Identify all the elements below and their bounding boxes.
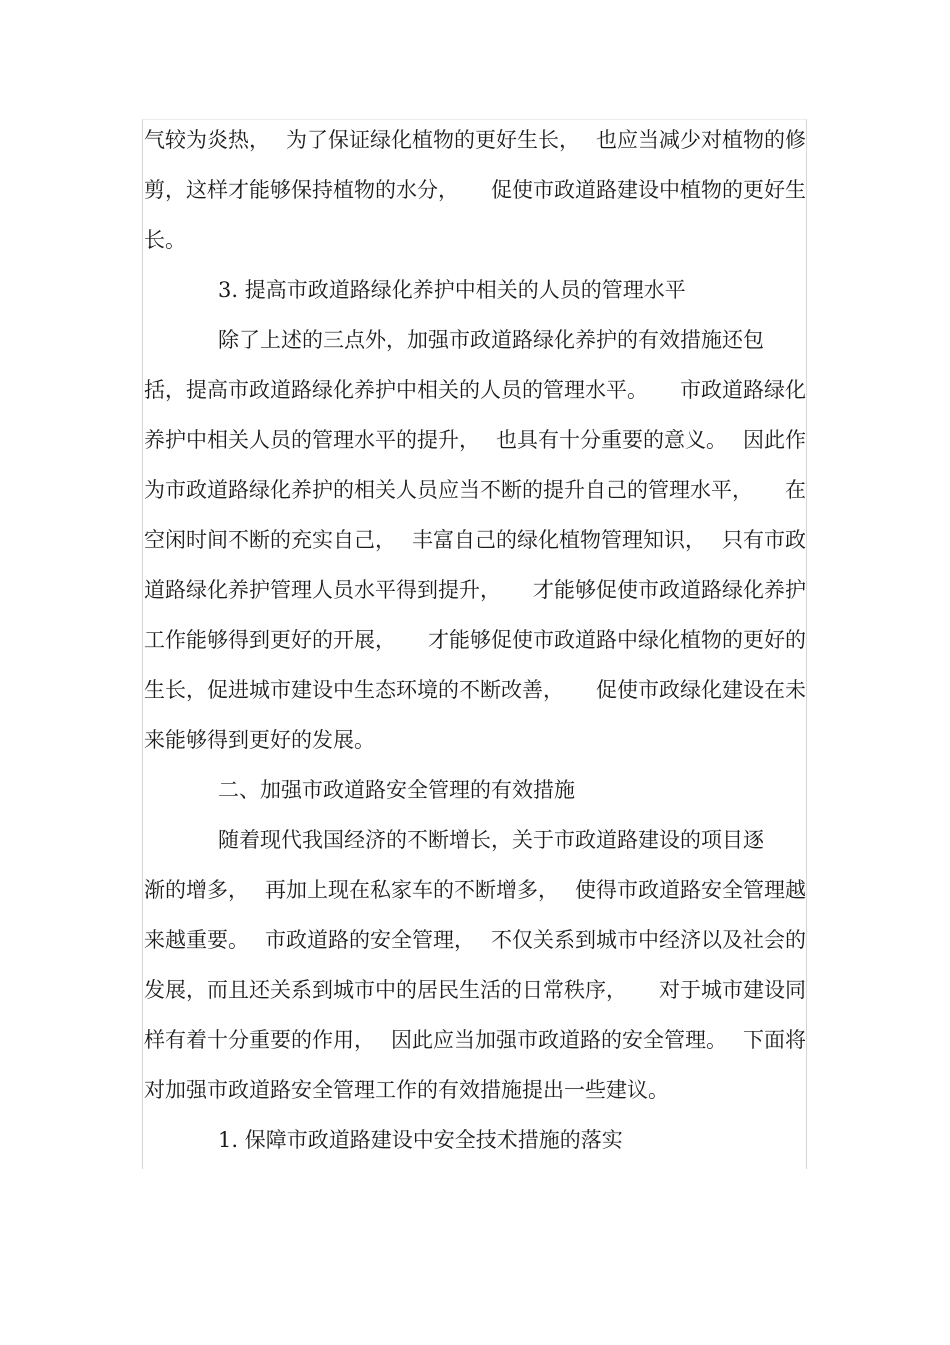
text-line-15 [218, 824, 806, 856]
section-heading-1 [218, 1124, 806, 1156]
text-segment: 除了上述的三点外，加强市政道路绿化养护的有效措施还包 [218, 328, 764, 352]
text-segment: 市政道路绿化 [680, 378, 806, 402]
text-segment: 渐的增多， [144, 878, 249, 902]
text-line-20 [144, 1074, 806, 1106]
heading-text: 二、加强市政道路安全管理的有效措施 [218, 778, 575, 802]
text-line-16 [144, 874, 806, 906]
text-segment: 因此应当加强市政道路的安全管理。 [391, 1028, 727, 1052]
heading-text: 1. 保障市政道路建设中安全技术措施的落实 [218, 1128, 623, 1152]
text-line-7 [144, 424, 806, 456]
text-segment: 道路绿化养护管理人员水平得到提升， [144, 578, 501, 602]
text-segment: 发展，而且还关系到城市中的居民生活的日常秩序， [144, 978, 627, 1002]
text-segment: 促使市政绿化建设在未 [596, 678, 806, 702]
text-segment: 随着现代我国经济的不断增长，关于市政道路建设的项目逐 [218, 828, 764, 852]
text-line-10 [144, 574, 806, 606]
text-segment: 因此作 [743, 428, 806, 452]
text-line-8 [144, 474, 806, 506]
text-line-19 [144, 1024, 806, 1056]
text-segment: 促使市政道路建设中植物的更好生 [491, 178, 806, 202]
text-line-11 [144, 624, 806, 656]
text-line-3 [144, 224, 806, 256]
section-heading-2 [218, 774, 806, 806]
text-segment: 工作能够得到更好的开展， [144, 628, 396, 652]
text-segment: 剪，这样才能够保持植物的水分， [144, 178, 459, 202]
text-segment: 再加上现在私家车的不断增多， [265, 878, 559, 902]
text-segment: 为了保证绿化植物的更好生长， [286, 128, 580, 152]
text-line-6 [144, 374, 806, 406]
text-segment: 才能够促使市政道路绿化养护 [533, 578, 806, 602]
text-segment: 使得市政道路安全管理越 [575, 878, 806, 902]
text-segment: 养护中相关人员的管理水平的提升， [144, 428, 480, 452]
text-segment: 气较为炎热， [144, 128, 270, 152]
text-line-18 [144, 974, 806, 1006]
text-segment: 长。 [144, 228, 186, 252]
text-segment: 对于城市建设同 [659, 978, 806, 1002]
text-segment: 来越重要。 [144, 928, 249, 952]
text-segment: 空闲时间不断的充实自己， [144, 528, 396, 552]
text-segment: 不仅关系到城市中经济以及社会的 [491, 928, 806, 952]
text-segment: 丰富自己的绿化植物管理知识， [412, 528, 706, 552]
text-segment: 市政道路的安全管理， [265, 928, 475, 952]
section-heading-3 [218, 274, 806, 306]
text-segment: 生长，促进城市建设中生态环境的不断改善， [144, 678, 564, 702]
text-segment: 下面将 [743, 1028, 806, 1052]
text-segment: 在 [785, 478, 806, 502]
text-line-13 [144, 724, 806, 756]
heading-text: 3. 提高市政道路绿化养护中相关的人员的管理水平 [218, 278, 686, 302]
text-segment: 才能够促使市政道路中绿化植物的更好的 [428, 628, 806, 652]
text-segment: 也具有十分重要的意义。 [496, 428, 727, 452]
text-line-12 [144, 674, 806, 706]
text-segment: 括，提高市政道路绿化养护中相关的人员的管理水平。 [144, 378, 648, 402]
text-segment: 为市政道路绿化养护的相关人员应当不断的提升自己的管理水平， [144, 478, 753, 502]
text-segment: 也应当减少对植物的修 [596, 128, 806, 152]
text-line-17 [144, 924, 806, 956]
text-line-1 [144, 124, 806, 156]
text-segment: 只有市政 [722, 528, 806, 552]
text-segment: 来能够得到更好的发展。 [144, 728, 375, 752]
text-segment: 样有着十分重要的作用， [144, 1028, 375, 1052]
text-line-5 [218, 324, 806, 356]
text-line-9 [144, 524, 806, 556]
text-segment: 对加强市政道路安全管理工作的有效措施提出一些建议。 [144, 1078, 669, 1102]
text-line-2 [144, 174, 806, 206]
